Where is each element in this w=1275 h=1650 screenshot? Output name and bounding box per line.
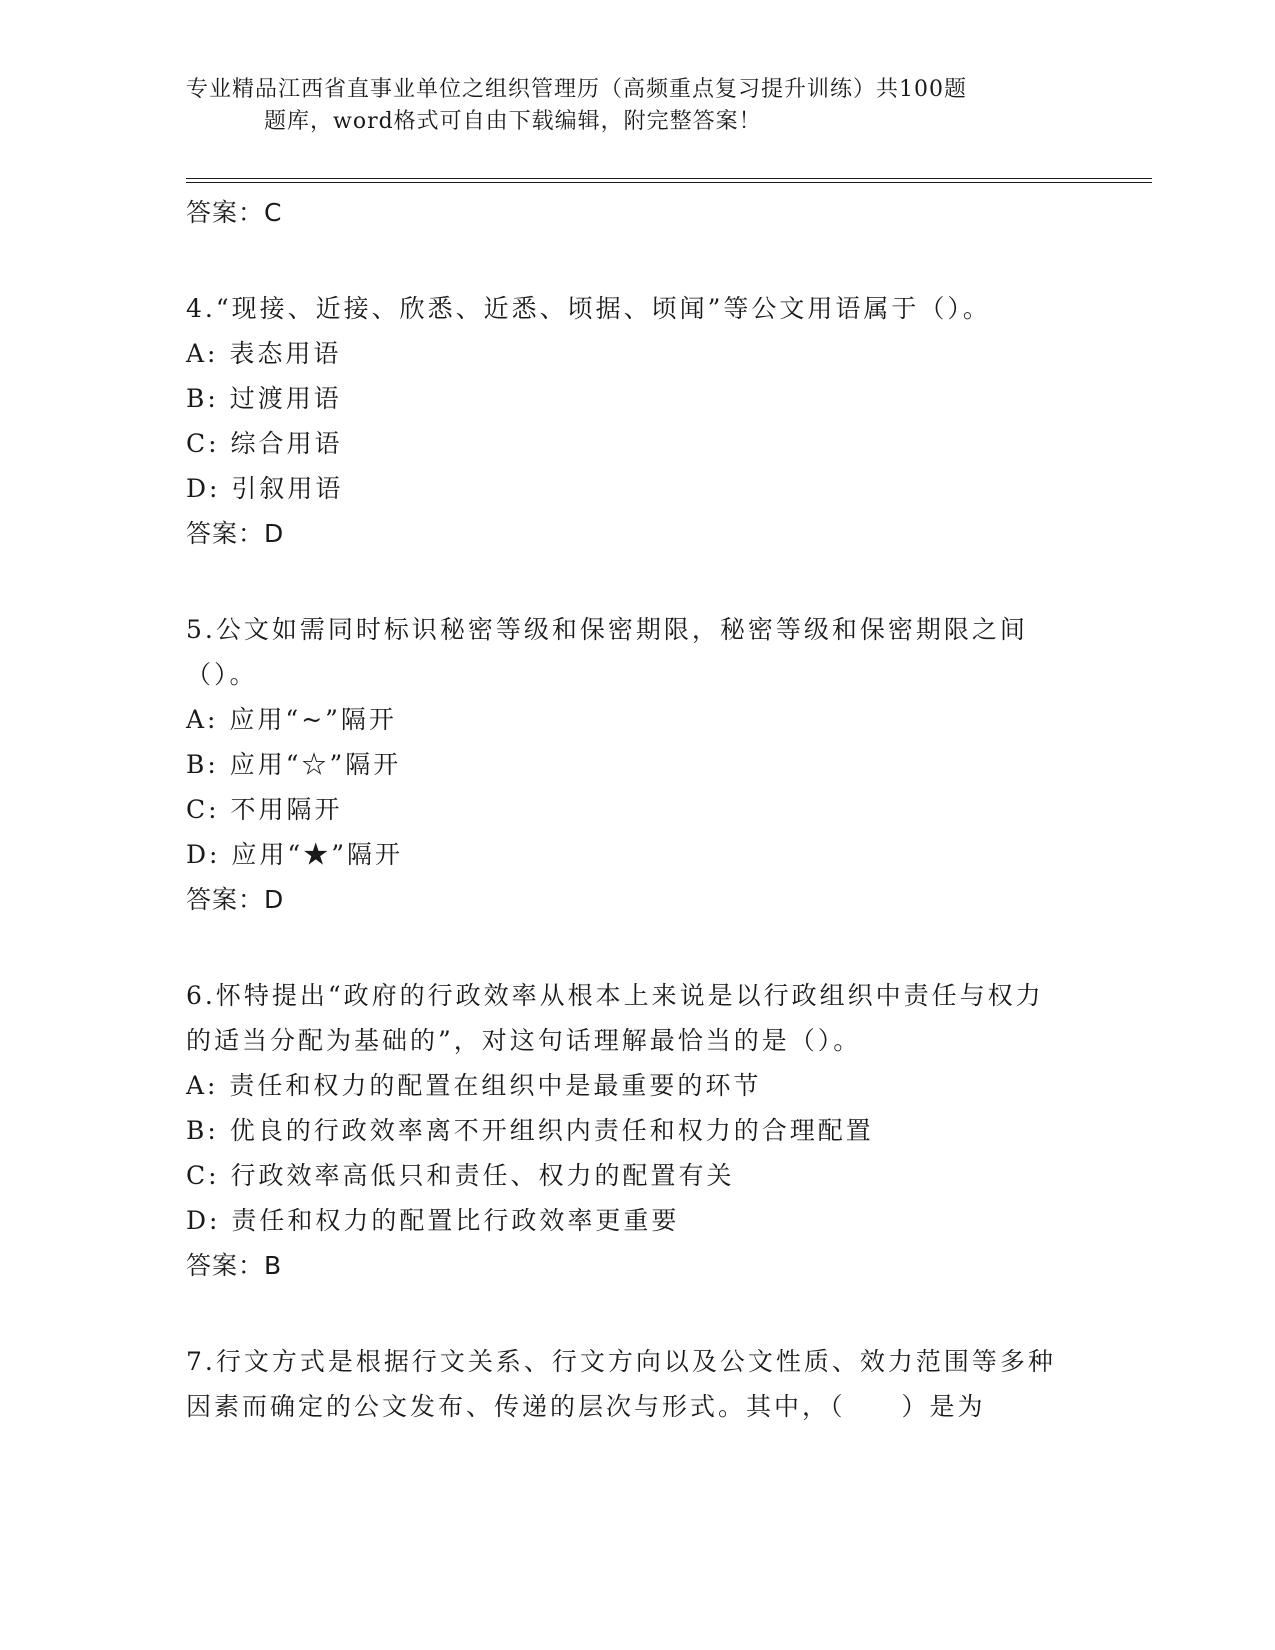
question-stem: 4.“现接、近接、欣悉、近悉、顷据、顷闻”等公文用语属于（）。 xyxy=(186,294,991,323)
question-5 xyxy=(186,607,1146,923)
answer-line: 答案：C xyxy=(186,198,283,227)
option-b: B: 应用“☆”隔开 xyxy=(186,750,402,779)
question-stem: 6.怀特提出“政府的行政效率从根本上来说是以行政组织中责任与权力的适当分配为基础的”，对这句话理解最恰当的是（）。 xyxy=(186,981,1044,1055)
header-line-1: 专业精品江西省直事业单位之组织管理历（高频重点复习提升训练）共100题 xyxy=(186,77,967,102)
option-c: C: 综合用语 xyxy=(186,429,343,458)
option-d: D: 责任和权力的配置比行政效率更重要 xyxy=(186,1206,680,1235)
option-b: B: 过渡用语 xyxy=(186,384,342,413)
question-stem: 7.行文方式是根据行文关系、行文方向以及公文性质、效力范围等多种因素而确定的公文发布、传递的层次与形式。其中，（ ）是为 xyxy=(186,1347,1056,1421)
answer-line: 答案：D xyxy=(186,885,285,914)
option-a: A: 责任和权力的配置在组织中是最重要的环节 xyxy=(186,1071,762,1100)
header-rule-top xyxy=(186,178,1152,179)
question-4 xyxy=(186,286,1146,557)
question-stem: 5.公文如需同时标识秘密等级和保密期限，秘密等级和保密期限之间（）。 xyxy=(186,615,1028,689)
answer-line: 答案：D xyxy=(186,519,285,548)
document-header xyxy=(186,74,1056,138)
option-b: B: 优良的行政效率离不开组织内责任和权力的合理配置 xyxy=(186,1116,874,1145)
question-7 xyxy=(186,1339,1146,1429)
option-a: A: 应用“~”隔开 xyxy=(186,705,397,734)
header-line-2: 题库，word格式可自由下载编辑，附完整答案！ xyxy=(264,109,762,134)
question-6 xyxy=(186,973,1146,1289)
option-d: D: 引叙用语 xyxy=(186,474,344,503)
answer-line: 答案：B xyxy=(186,1251,283,1280)
option-a: A: 表态用语 xyxy=(186,339,342,368)
header-rule-bottom xyxy=(186,182,1152,183)
option-d: D: 应用“★”隔开 xyxy=(186,840,403,869)
document-body xyxy=(186,190,1146,1429)
option-c: C: 行政效率高低只和责任、权力的配置有关 xyxy=(186,1161,735,1190)
option-c: C: 不用隔开 xyxy=(186,795,343,824)
